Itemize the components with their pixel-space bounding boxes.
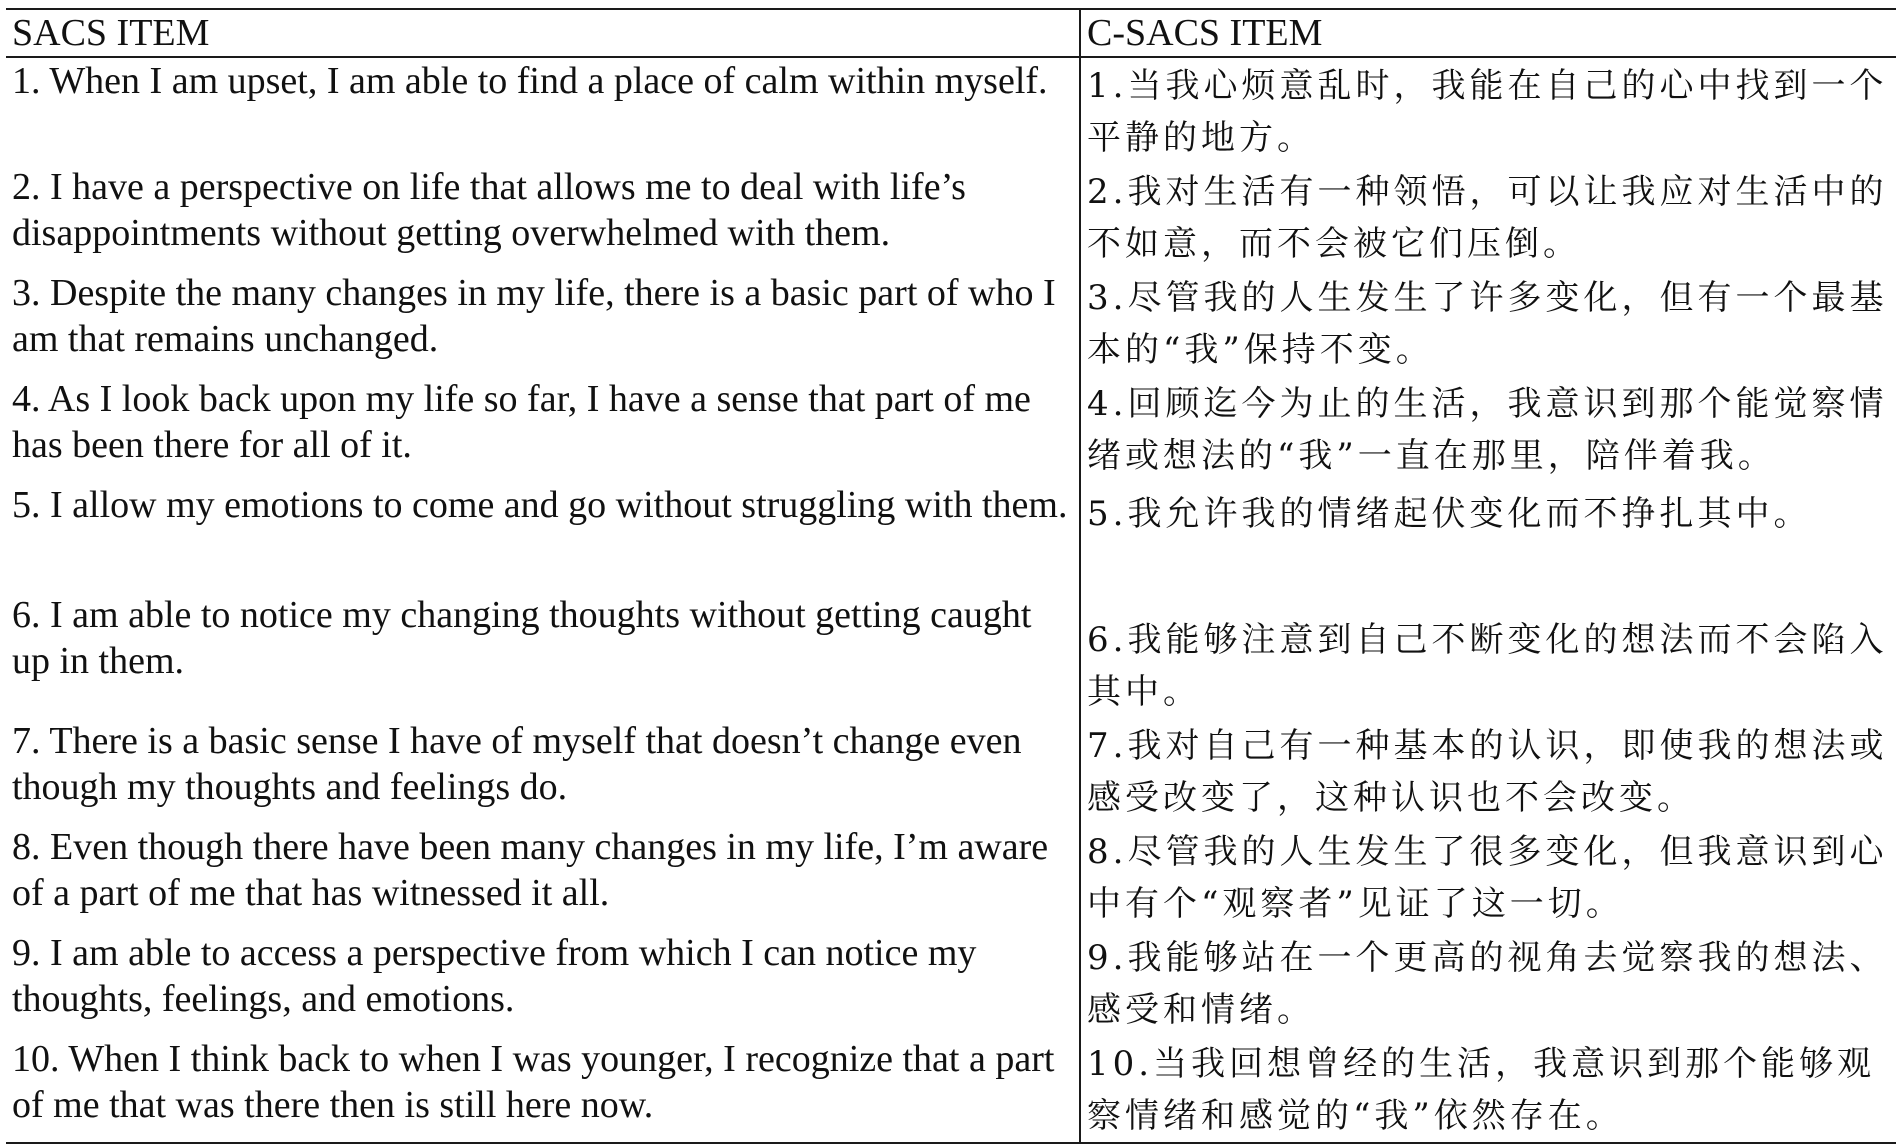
sacs-item-text: 9. I am able to access a perspective from which I can notice my thoughts, feelings, and emotions. bbox=[6, 930, 1080, 1036]
sacs-item-table bbox=[6, 8, 1896, 1144]
sacs-item-text: 8. Even though there have been many changes in my life, I’m aware of a part of me that has witnessed it all. bbox=[6, 824, 1080, 930]
table-header bbox=[6, 9, 1896, 57]
c-sacs-item-text: 7.我对自己有一种基本的认识，即使我的想法或感受改变了，这种认识也不会改变。 bbox=[1087, 726, 1888, 818]
sacs-item-text: 2. I have a perspective on life that allows me to deal with life’s disappointments without getting overwhelmed with them. bbox=[6, 164, 1080, 270]
sacs-item-text: 10. When I think back to when I was younger, I recognize that a part of me that was there then is still here now. bbox=[6, 1036, 1080, 1143]
header-sacs-item: SACS ITEM bbox=[6, 9, 1080, 57]
header-row bbox=[6, 9, 1896, 57]
table-row bbox=[6, 57, 1896, 164]
table-row bbox=[6, 376, 1896, 482]
table-row bbox=[6, 824, 1896, 930]
table-row bbox=[6, 270, 1896, 376]
c-sacs-item-text: 1.当我心烦意乱时，我能在自己的心中找到一个平静的地方。 bbox=[1087, 66, 1888, 158]
table-row bbox=[6, 718, 1896, 824]
c-sacs-item-text: 6.我能够注意到自己不断变化的想法而不会陷入其中。 bbox=[1087, 620, 1888, 712]
c-sacs-item-text: 8.尽管我的人生发生了很多变化，但我意识到心中有个“观察者”见证了这一切。 bbox=[1087, 832, 1888, 924]
table-row bbox=[6, 1036, 1896, 1143]
table-row bbox=[6, 930, 1896, 1036]
c-sacs-item-text: 10.当我回想曾经的生活，我意识到那个能够观察情绪和感觉的“我”依然存在。 bbox=[1087, 1044, 1876, 1136]
table-row bbox=[6, 592, 1896, 718]
c-sacs-item-text: 5.我允许我的情绪起伏变化而不挣扎其中。 bbox=[1087, 494, 1812, 534]
c-sacs-item-text: 9.我能够站在一个更高的视角去觉察我的想法、感受和情绪。 bbox=[1087, 938, 1888, 1030]
sacs-item-text: 3. Despite the many changes in my life, there is a basic part of who I am that remains unchanged. bbox=[6, 270, 1080, 376]
c-sacs-item-text: 2.我对生活有一种领悟，可以让我应对生活中的不如意，而不会被它们压倒。 bbox=[1087, 172, 1888, 264]
table-body bbox=[6, 57, 1896, 1143]
sacs-item-text: 1. When I am upset, I am able to find a place of calm within myself. bbox=[6, 57, 1080, 164]
sacs-item-text: 7. There is a basic sense I have of myself that doesn’t change even though my thoughts and feelings do. bbox=[6, 718, 1080, 824]
sacs-item-text: 6. I am able to notice my changing thoughts without getting caught up in them. bbox=[6, 592, 1080, 718]
sacs-item-text: 4. As I look back upon my life so far, I have a sense that part of me has been there for all of it. bbox=[6, 376, 1080, 482]
header-c-sacs-item: C-SACS ITEM bbox=[1087, 12, 1323, 54]
table-row bbox=[6, 164, 1896, 270]
table-row bbox=[6, 482, 1896, 592]
c-sacs-item-text: 3.尽管我的人生发生了许多变化，但有一个最基本的“我”保持不变。 bbox=[1087, 278, 1888, 370]
sacs-item-text: 5. I allow my emotions to come and go without struggling with them. bbox=[6, 482, 1080, 592]
c-sacs-item-text: 4.回顾迄今为止的生活，我意识到那个能觉察情绪或想法的“我”一直在那里，陪伴着我。 bbox=[1087, 384, 1888, 476]
